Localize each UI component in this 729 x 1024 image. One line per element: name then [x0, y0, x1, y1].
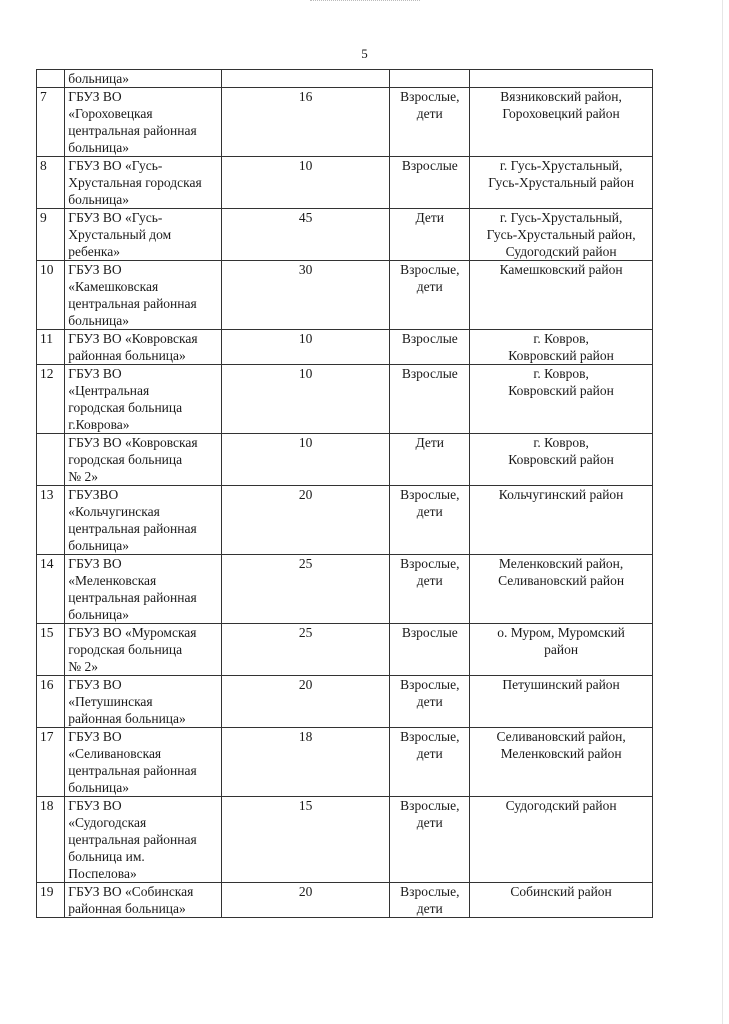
page-number: 5: [361, 46, 368, 61]
institution-name-line: районная больница»: [68, 711, 186, 726]
beds-count-cell: [221, 797, 390, 883]
institution-name-line: № 2»: [68, 659, 99, 674]
beds-count-cell: [221, 434, 390, 486]
institution-name-line: больница»: [68, 780, 130, 795]
beds-count-cell: [221, 88, 390, 157]
beds-count: 45: [298, 210, 313, 225]
service-area-cell: [470, 434, 653, 486]
institution-name-cell: [65, 624, 222, 676]
beds-count: 30: [298, 262, 313, 277]
institution-name-cell: [65, 88, 222, 157]
institution-name-line: ГБУЗ ВО «Гусь-: [68, 158, 163, 173]
service-area-cell: [470, 88, 653, 157]
institution-name-line: центральная районная: [68, 521, 197, 536]
beds-count: 25: [298, 556, 313, 571]
service-area-cell: [470, 883, 653, 918]
institution-name-line: больница»: [68, 313, 130, 328]
row-number-cell: [37, 624, 65, 676]
table-row: [37, 555, 653, 624]
patient-category-line: Взрослые: [401, 331, 458, 346]
institution-name-line: больница»: [68, 71, 130, 86]
table-row: [37, 486, 653, 555]
institution-name-line: районная больница»: [68, 901, 186, 916]
service-area-line: Ковровский район: [508, 383, 614, 398]
institution-name-line: «Гороховецкая: [68, 106, 153, 121]
row-number: 12: [40, 366, 54, 381]
patient-category-line: Взрослые: [401, 366, 458, 381]
hospital-table: [36, 69, 653, 918]
beds-count: 25: [298, 625, 313, 640]
institution-name-line: ГБУЗ ВО «Ковровская: [68, 435, 198, 450]
table-row: [37, 434, 653, 486]
row-number-cell: [37, 261, 65, 330]
institution-name-line: центральная районная: [68, 832, 197, 847]
beds-count-cell: [221, 365, 390, 434]
patient-category-cell: [390, 555, 470, 624]
institution-name-cell: [65, 486, 222, 555]
patient-category-line: Взрослые,: [400, 487, 460, 502]
service-area-cell: [470, 486, 653, 555]
patient-category-line: Взрослые,: [400, 884, 460, 899]
service-area-line: г. Ковров,: [533, 435, 589, 450]
patient-category-cell: [390, 486, 470, 555]
table-body: [37, 70, 653, 918]
institution-name-line: ГБУЗ ВО: [68, 366, 122, 381]
patient-category-cell: [390, 261, 470, 330]
institution-name-line: Хрустальный дом: [68, 227, 172, 242]
table-row: [37, 157, 653, 209]
beds-count-cell: [221, 70, 390, 88]
beds-count-cell: [221, 209, 390, 261]
institution-name-line: ГБУЗ ВО: [68, 677, 122, 692]
service-area-line: Вязниковский район,: [500, 89, 622, 104]
table-row: [37, 209, 653, 261]
patient-category-cell: [390, 365, 470, 434]
beds-count: 20: [298, 884, 313, 899]
institution-name-cell: [65, 261, 222, 330]
institution-name-line: «Петушинская: [68, 694, 153, 709]
patient-category-line: дети: [416, 694, 443, 709]
patient-category-line: дети: [416, 901, 443, 916]
service-area-line: г. Гусь-Хрустальный,: [499, 210, 623, 225]
institution-name-line: ГБУЗ ВО «Ковровская: [68, 331, 198, 346]
table-row: [37, 330, 653, 365]
institution-name-line: больница»: [68, 607, 130, 622]
institution-name-line: больница им.: [68, 849, 145, 864]
service-area-cell: [470, 209, 653, 261]
patient-category-cell: [390, 70, 470, 88]
institution-name-cell: [65, 797, 222, 883]
service-area-line: о. Муром, Муромский: [497, 625, 625, 640]
beds-count: 20: [298, 487, 313, 502]
service-area-cell: [470, 728, 653, 797]
row-number: 9: [40, 210, 47, 225]
patient-category-line: дети: [416, 504, 443, 519]
service-area-line: Петушинский район: [502, 677, 620, 692]
institution-name-line: городская больница: [68, 400, 183, 415]
row-number: 14: [40, 556, 54, 571]
row-number-cell: [37, 365, 65, 434]
service-area-cell: [470, 624, 653, 676]
patient-category-cell: [390, 209, 470, 261]
patient-category-line: Дети: [415, 210, 445, 225]
row-number-cell: [37, 676, 65, 728]
institution-name-cell: [65, 330, 222, 365]
service-area-line: Собинский район: [510, 884, 612, 899]
service-area-cell: [470, 330, 653, 365]
institution-name-line: ГБУЗ ВО «Муромская: [68, 625, 197, 640]
service-area-line: Судогодский район: [505, 798, 617, 813]
patient-category-cell: [390, 624, 470, 676]
patient-category-line: дети: [416, 746, 443, 761]
beds-count-cell: [221, 261, 390, 330]
institution-name-line: «Селивановская: [68, 746, 162, 761]
institution-name-cell: [65, 70, 222, 88]
table-row: [37, 676, 653, 728]
row-number-cell: [37, 330, 65, 365]
beds-count-cell: [221, 555, 390, 624]
table-row: [37, 88, 653, 157]
institution-name-line: ГБУЗ ВО: [68, 262, 122, 277]
patient-category-line: Взрослые,: [400, 798, 460, 813]
row-number-cell: [37, 728, 65, 797]
patient-category-line: Взрослые,: [400, 729, 460, 744]
row-number-cell: [37, 157, 65, 209]
table-row: [37, 70, 653, 88]
institution-name-line: «Камешковская: [68, 279, 159, 294]
patient-category-cell: [390, 676, 470, 728]
institution-name-cell: [65, 209, 222, 261]
row-number: 11: [40, 331, 53, 346]
beds-count: 15: [298, 798, 313, 813]
patient-category-cell: [390, 797, 470, 883]
beds-count: 10: [298, 366, 313, 381]
patient-category-line: Дети: [415, 435, 445, 450]
table-row: [37, 624, 653, 676]
institution-name-line: ГБУЗ ВО: [68, 556, 122, 571]
service-area-line: Селивановский район: [498, 573, 625, 588]
institution-name-line: г.Коврова»: [68, 417, 130, 432]
institution-name-line: Хрустальная городская: [68, 175, 202, 190]
service-area-cell: [470, 676, 653, 728]
service-area-line: Судогодский район: [505, 244, 617, 259]
patient-category-cell: [390, 88, 470, 157]
patient-category-line: дети: [416, 573, 443, 588]
institution-name-cell: [65, 434, 222, 486]
service-area-cell: [470, 555, 653, 624]
institution-name-line: больница»: [68, 538, 130, 553]
beds-count: 10: [298, 331, 313, 346]
institution-name-line: центральная районная: [68, 763, 197, 778]
beds-count: 16: [298, 89, 313, 104]
service-area-line: Гусь-Хрустальный район: [488, 175, 634, 190]
row-number: 13: [40, 487, 54, 502]
institution-name-line: «Меленковская: [68, 573, 157, 588]
service-area-line: Гусь-Хрустальный район,: [486, 227, 636, 242]
row-number-cell: [37, 883, 65, 918]
institution-name-cell: [65, 728, 222, 797]
row-number-cell: [37, 486, 65, 555]
institution-name-line: центральная районная: [68, 590, 197, 605]
service-area-line: Ковровский район: [508, 452, 614, 467]
row-number-cell: [37, 797, 65, 883]
service-area-line: г. Гусь-Хрустальный,: [499, 158, 623, 173]
scan-header-mark: [310, 0, 420, 5]
institution-name-line: ГБУЗ ВО: [68, 729, 122, 744]
patient-category-cell: [390, 883, 470, 918]
row-number-cell: [37, 209, 65, 261]
service-area-cell: [470, 157, 653, 209]
institution-name-line: ГБУЗ ВО «Гусь-: [68, 210, 163, 225]
row-number: 18: [40, 798, 54, 813]
table-row: [37, 261, 653, 330]
service-area-line: район: [544, 642, 579, 657]
beds-count-cell: [221, 728, 390, 797]
institution-name-line: ГБУЗ ВО: [68, 89, 122, 104]
institution-name-line: городская больница: [68, 452, 183, 467]
beds-count-cell: [221, 676, 390, 728]
row-number-cell: [37, 88, 65, 157]
service-area-line: Гороховецкий район: [502, 106, 620, 121]
service-area-line: г. Ковров,: [533, 366, 589, 381]
service-area-cell: [470, 261, 653, 330]
institution-name-line: «Центральная: [68, 383, 150, 398]
institution-name-cell: [65, 555, 222, 624]
patient-category-line: дети: [416, 815, 443, 830]
service-area-line: Селивановский район,: [496, 729, 626, 744]
patient-category-cell: [390, 157, 470, 209]
institution-name-line: городская больница: [68, 642, 183, 657]
row-number: 10: [40, 262, 54, 277]
row-number: 8: [40, 158, 47, 173]
row-number: 19: [40, 884, 54, 899]
table-row: [37, 365, 653, 434]
row-number: 15: [40, 625, 54, 640]
beds-count-cell: [221, 157, 390, 209]
scan-edge-line: [722, 0, 723, 1024]
patient-category-line: Взрослые: [401, 625, 458, 640]
row-number: 17: [40, 729, 54, 744]
institution-name-cell: [65, 365, 222, 434]
table-row: [37, 797, 653, 883]
service-area-cell: [470, 365, 653, 434]
service-area-line: г. Ковров,: [533, 331, 589, 346]
institution-name-cell: [65, 676, 222, 728]
institution-name-line: центральная районная: [68, 296, 197, 311]
row-number-cell: [37, 434, 65, 486]
patient-category-line: Взрослые: [401, 158, 458, 173]
institution-name-line: ГБУЗ ВО «Собинская: [68, 884, 194, 899]
institution-name-line: больница»: [68, 140, 130, 155]
beds-count-cell: [221, 486, 390, 555]
table-row: [37, 883, 653, 918]
institution-name-cell: [65, 883, 222, 918]
service-area-line: Меленковский район,: [498, 556, 624, 571]
patient-category-line: дети: [416, 279, 443, 294]
row-number-cell: [37, 555, 65, 624]
institution-name-cell: [65, 157, 222, 209]
institution-name-line: ребенка»: [68, 244, 121, 259]
patient-category-line: Взрослые,: [400, 89, 460, 104]
service-area-line: Камешковский район: [499, 262, 623, 277]
beds-count-cell: [221, 883, 390, 918]
institution-name-line: больница»: [68, 192, 130, 207]
patient-category-cell: [390, 330, 470, 365]
patient-category-cell: [390, 434, 470, 486]
beds-count: 18: [298, 729, 313, 744]
institution-name-line: «Судогодская: [68, 815, 147, 830]
service-area-line: Ковровский район: [508, 348, 614, 363]
institution-name-line: «Кольчугинская: [68, 504, 160, 519]
institution-name-line: Поспелова»: [68, 866, 137, 881]
institution-name-line: ГБУЗВО: [68, 487, 119, 502]
beds-count: 20: [298, 677, 313, 692]
row-number: 16: [40, 677, 54, 692]
row-number-cell: [37, 70, 65, 88]
beds-count-cell: [221, 330, 390, 365]
service-area-cell: [470, 797, 653, 883]
patient-category-line: дети: [416, 106, 443, 121]
table-row: [37, 728, 653, 797]
institution-name-line: ГБУЗ ВО: [68, 798, 122, 813]
service-area-line: Меленковский район: [500, 746, 622, 761]
beds-count: 10: [298, 435, 313, 450]
beds-count: 10: [298, 158, 313, 173]
service-area-line: Кольчугинский район: [498, 487, 624, 502]
beds-count-cell: [221, 624, 390, 676]
institution-name-line: районная больница»: [68, 348, 186, 363]
patient-category-line: Взрослые,: [400, 556, 460, 571]
row-number: 7: [40, 89, 47, 104]
patient-category-cell: [390, 728, 470, 797]
patient-category-line: Взрослые,: [400, 262, 460, 277]
patient-category-line: Взрослые,: [400, 677, 460, 692]
service-area-cell: [470, 70, 653, 88]
institution-name-line: центральная районная: [68, 123, 197, 138]
institution-name-line: № 2»: [68, 469, 99, 484]
